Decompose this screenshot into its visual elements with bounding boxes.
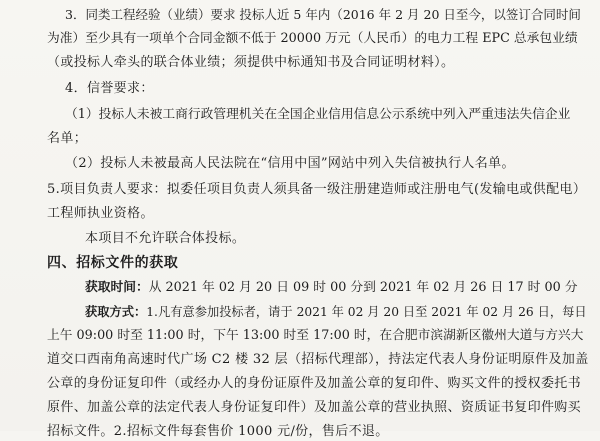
item3-line1: 3．同类工程经验（业绩）要求 投标人近 5 年内（2016 年 2 月 20 日至今，以签订合同时间 — [65, 7, 581, 22]
acquisition-method-line4: 公章的身份证复印件（或经办人的身份证原件及加盖公章的复印件、购买文件的授权委托书 — [47, 376, 582, 391]
item3-line2: 为准）至少具有一项单个合同金额不低于 20000 万元（人民币）的电力工程 EPC 总承包业绩 — [47, 31, 578, 46]
item4-sub1-line2: 名单； — [47, 131, 88, 146]
time-value: 从 2021 年 02 月 20 日 09 时 00 分到 2021 年 02 月 26 日 17 时 00 分 — [148, 280, 578, 295]
consortium-note: 本项目不允许联合体投标。 — [85, 231, 246, 246]
item4-title: 4．信誉要求： — [65, 81, 154, 96]
method-label: 获取方式： — [85, 304, 147, 319]
acquisition-method-line5: 原件、加盖公章的法定代表人身份证复印件）及加盖公章的营业执照、资质证书复印件购买 — [47, 400, 582, 415]
section4-heading: 四、招标文件的获取 — [47, 255, 179, 271]
item3-line3: （或投标人牵头的联合体业绩；须提供中标通知书及合同证明材料）。 — [47, 55, 455, 70]
acquisition-method-line3: 道交口西南角高速时代广场 C2 楼 32 层（招标代理部），持法定代表人身份证明原件及加盖 — [47, 352, 589, 367]
item4-sub2: （2）投标人未被最高人民法院在“信用中国”网站中列入失信被执行人名单。 — [65, 156, 515, 171]
acquisition-method-line6: 招标文件。2.招标文件每套售价 1000 元/份，售后不退。 — [47, 424, 389, 439]
method-text-1: 1.凡有意参加投标者，请于 2021 年 02 月 20 日至 2021 年 02 月 26 日，每日 — [146, 305, 587, 319]
acquisition-method-line2: 上午 09:00 时至 11:00 时，下午 13:00 时至 17:00 时，在合肥市滨湖新区徽州大道与方兴大 — [47, 328, 584, 343]
item5-line2: 工程师执业资格。 — [47, 206, 154, 221]
item5-line1: 5.项目负责人要求：拟委任项目负责人须具备一级注册建造师或注册电气(发输电或供配电） — [47, 182, 587, 197]
acquisition-time — [85, 279, 578, 297]
acquisition-method-line1 — [85, 303, 587, 321]
time-label: 获取时间： — [85, 280, 149, 295]
item4-sub1-line1: （1）投标人未被工商行政管理机关在全国企业信用信息公示系统中列入严重违法失信企业 — [65, 107, 571, 122]
